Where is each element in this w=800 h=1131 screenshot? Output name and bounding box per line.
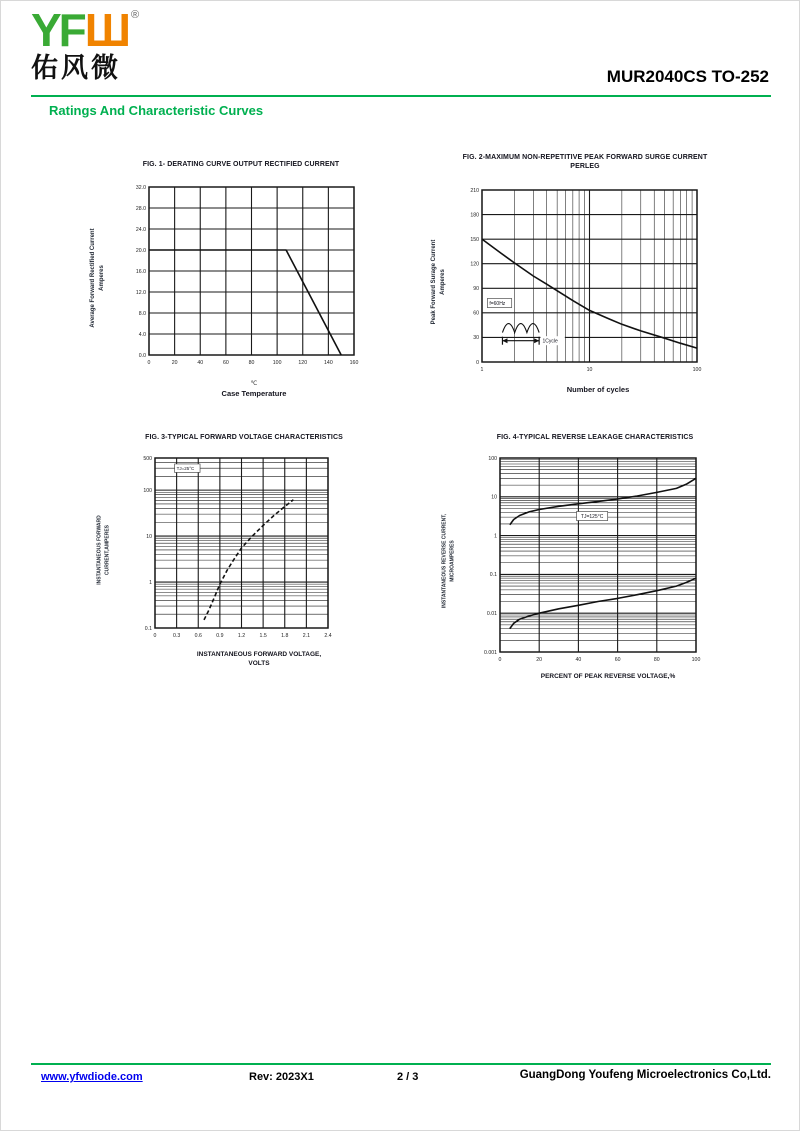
svg-text:20: 20 — [536, 657, 543, 664]
svg-text:1: 1 — [480, 366, 484, 373]
figure-1-xunit: ℃ — [250, 381, 258, 388]
svg-text:0.3: 0.3 — [173, 633, 181, 640]
svg-text:10: 10 — [586, 366, 593, 373]
svg-text:30: 30 — [473, 335, 479, 342]
svg-text:60: 60 — [222, 360, 229, 367]
figure-4-ylabel — [436, 452, 462, 670]
svg-text:100: 100 — [143, 488, 152, 495]
svg-text:12.0: 12.0 — [135, 290, 146, 297]
svg-text:0.0: 0.0 — [138, 353, 146, 360]
svg-text:2.1: 2.1 — [302, 633, 310, 640]
figure-3-xlabel-line2: VOLTS — [248, 659, 270, 667]
svg-text:20: 20 — [171, 360, 178, 367]
svg-text:24.0: 24.0 — [135, 227, 146, 234]
svg-text:120: 120 — [298, 360, 308, 367]
footer-divider — [31, 1063, 771, 1065]
svg-text:80: 80 — [653, 657, 660, 664]
registered-trademark-icon: ® — [131, 9, 140, 21]
svg-text:0.1: 0.1 — [489, 572, 497, 579]
figure-3-title: FIG. 3-TYPICAL FORWARD VOLTAGE CHARACTERISTICS — [145, 434, 343, 441]
svg-text:32.0: 32.0 — [135, 185, 146, 192]
svg-text:100: 100 — [691, 657, 701, 664]
figure-3-xlabel-line1: INSTANTANEOUS FORWARD VOLTAGE, — [196, 651, 322, 659]
svg-text:90: 90 — [473, 285, 479, 292]
svg-text:150: 150 — [470, 236, 479, 243]
figure-3-ylabel-line2: CURRENT,AMPERES — [104, 525, 110, 576]
figure-2-plot — [452, 182, 707, 382]
svg-text:100: 100 — [692, 366, 702, 373]
figure-4-ylabel-line2: MICROAMPERES — [449, 540, 455, 583]
page-number: 2 / 3 — [397, 1071, 419, 1083]
svg-text:180: 180 — [470, 212, 479, 219]
svg-text:0.1: 0.1 — [144, 626, 152, 633]
svg-text:60: 60 — [473, 310, 479, 317]
logo-yf-text: YF — [31, 4, 84, 56]
logo-chinese-name: 佑风微 — [31, 53, 121, 83]
svg-text:0.6: 0.6 — [194, 633, 202, 640]
figure-1-title: FIG. 1- DERATING CURVE OUTPUT RECTIFIED CURRENT — [142, 161, 340, 168]
svg-text:1.5: 1.5 — [259, 633, 267, 640]
figure-2-ylabel-line1: Peak Forward Surage Current — [431, 239, 437, 325]
revision-label: Rev: 2023X1 — [249, 1071, 314, 1083]
svg-text:140: 140 — [324, 360, 333, 367]
svg-text:1.2: 1.2 — [237, 633, 246, 640]
svg-text:4.0: 4.0 — [138, 332, 146, 339]
figure-2-surge-current — [426, 153, 744, 394]
figure-1-derating-curve — [85, 160, 397, 398]
svg-text:0: 0 — [147, 360, 151, 367]
svg-text:10: 10 — [491, 495, 497, 502]
figure-3-ylabel — [89, 452, 119, 648]
svg-text:1: 1 — [149, 580, 152, 587]
header-divider — [31, 95, 771, 97]
figure-2-ylabel-line2: Amperes — [440, 269, 446, 295]
svg-text:1Cycle: 1Cycle — [542, 338, 558, 345]
figure-3-ylabel-line1: INSTANTANEOUS FORWARD — [96, 515, 103, 586]
figure-1-plot — [111, 179, 363, 377]
svg-text:2.4: 2.4 — [324, 633, 332, 640]
logo-wordmark — [31, 4, 140, 56]
svg-text:100: 100 — [488, 456, 497, 463]
figure-3-xlabel — [89, 651, 399, 668]
svg-text:210: 210 — [470, 187, 479, 194]
svg-text:40: 40 — [197, 360, 204, 367]
figure-4-reverse-leakage — [436, 433, 754, 682]
svg-text:40: 40 — [575, 657, 582, 664]
figure-1-ylabel-line2: Amperes — [99, 265, 105, 292]
svg-text:16.0: 16.0 — [135, 269, 146, 276]
svg-text:1.8: 1.8 — [281, 633, 289, 640]
svg-text:20.0: 20.0 — [135, 248, 146, 255]
figure-2-xlabel — [426, 385, 744, 394]
figure-4-ylabel-line1: INSTANTANEOUS REVERSE CURRENT, — [441, 514, 448, 609]
figure-1-ylabel-line1: Average Forward Rectified Current — [90, 228, 96, 329]
svg-text:f=60Hz: f=60Hz — [489, 300, 506, 307]
svg-text:TJ=125°C: TJ=125°C — [580, 514, 604, 521]
company-logo — [31, 4, 140, 83]
figure-2-ylabel — [426, 182, 452, 382]
website-link[interactable]: www.yfwdiode.com — [41, 1071, 143, 1083]
part-number-title: MUR2040CS TO-252 — [606, 67, 769, 86]
svg-text:8.0: 8.0 — [138, 311, 146, 318]
svg-text:80: 80 — [248, 360, 255, 367]
figure-1-xlabel — [85, 380, 397, 398]
figure-4-title: FIG. 4-TYPICAL REVERSE LEAKAGE CHARACTERISTICS — [496, 434, 694, 441]
svg-text:60: 60 — [614, 657, 621, 664]
figure-4-xlabel — [436, 673, 754, 681]
figure-4-plot — [462, 452, 704, 670]
company-name: GuangDong Youfeng Microelectronics Co,Ltd. — [519, 1069, 771, 1081]
svg-text:10: 10 — [146, 534, 152, 541]
svg-text:0: 0 — [153, 633, 157, 640]
svg-text:TJ=25°C: TJ=25°C — [176, 466, 195, 472]
svg-text:500: 500 — [143, 456, 152, 463]
logo-w-glyph: Ш — [84, 4, 132, 56]
figure-1-xlabel-text: Case Temperature — [221, 389, 287, 399]
svg-text:120: 120 — [470, 261, 479, 268]
figure-3-forward-voltage — [89, 433, 399, 668]
figure-2-title: FIG. 2-MAXIMUM NON-REPETITIVE PEAK FORWARD SURGE CURRENT PERLEG — [462, 154, 708, 171]
svg-text:1: 1 — [494, 533, 497, 540]
figure-1-ylabel — [85, 179, 111, 377]
svg-text:0.9: 0.9 — [216, 633, 224, 640]
section-heading: Ratings And Characteristic Curves — [49, 103, 264, 118]
figure-3-plot — [119, 452, 336, 648]
svg-text:160: 160 — [349, 360, 359, 367]
svg-text:0.001: 0.001 — [484, 650, 497, 657]
svg-text:0: 0 — [498, 657, 502, 664]
figure-2-xlabel-text: Number of cycles — [566, 384, 630, 394]
svg-text:0.01: 0.01 — [486, 611, 497, 618]
svg-text:0: 0 — [476, 359, 479, 366]
svg-text:100: 100 — [272, 360, 282, 367]
figure-4-xlabel-text: PERCENT OF PEAK REVERSE VOLTAGE,% — [540, 673, 676, 681]
svg-text:28.0: 28.0 — [135, 206, 146, 213]
